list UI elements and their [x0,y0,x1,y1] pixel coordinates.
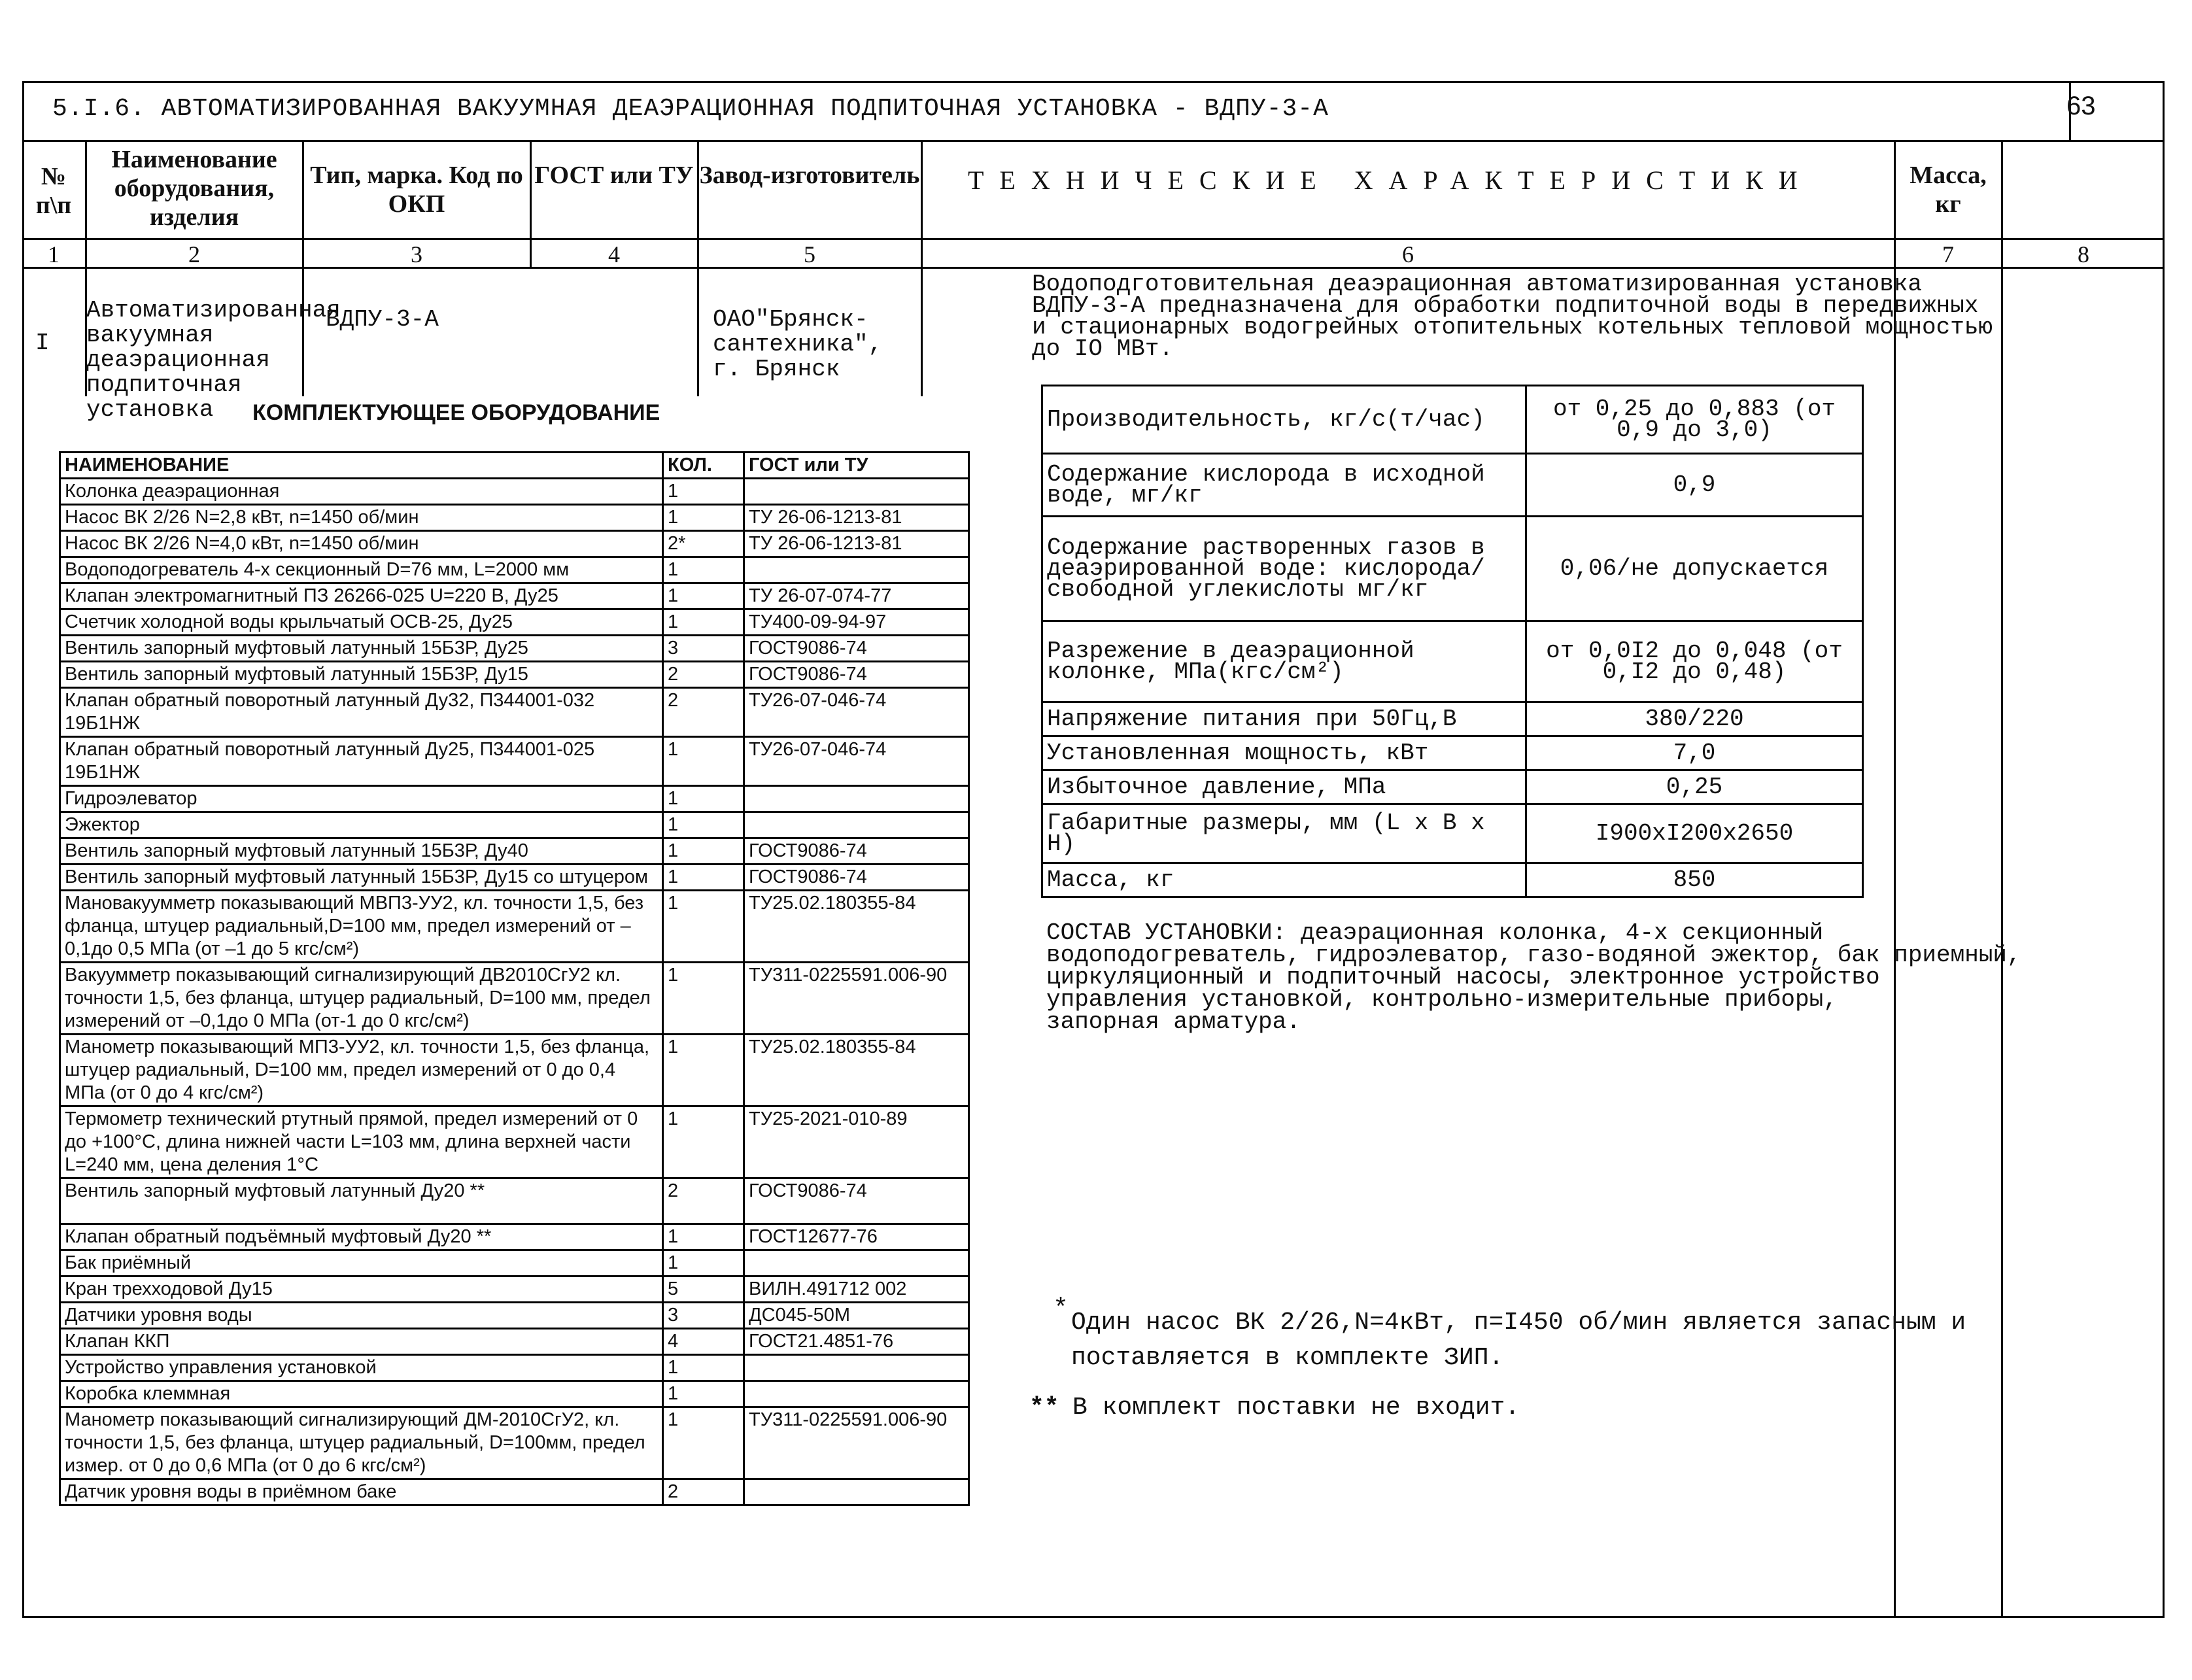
col-divider-6 [1894,140,1896,1618]
param-name: Содержание растворенных газов в деаэрированной воде: кислорода/свободной углекислоты мг/кг [1042,517,1526,621]
item-gost: ТУ311-0225591.006-90 [744,1407,969,1479]
table-row [60,1250,969,1277]
item-qty: 2 [663,662,744,688]
footnote-1: Один насос ВК 2/26,N=4кВт, п=I450 об/мин является запасным и поставляется в комплекте ЗИП. [1071,1309,1966,1372]
col-number-6: 6 [1402,241,1414,267]
item-qty: 1 [663,812,744,838]
param-row [1042,454,1863,517]
col-header-number: № п\п [35,163,72,219]
col-divider-7 [2001,140,2003,1618]
item-name: Устройство управления установкой [60,1355,663,1381]
item-name: Вентиль запорный муфтовый латунный 15Б3Р, Ду25 [60,636,663,662]
item-gost: ГОСТ9086-74 [744,662,969,688]
title-divider [22,140,2165,142]
param-row [1042,386,1863,454]
parameters-table [1041,385,1864,898]
item-qty: 2 [663,688,744,737]
item-qty: 1 [663,583,744,609]
col-number-1: 1 [48,241,60,267]
table-row [60,1277,969,1303]
equipment-body [60,479,969,1505]
col-divider-5 [921,140,923,396]
col-number-3: 3 [411,241,422,267]
equipment-header-gost: ГОСТ или ТУ [744,453,969,479]
item-qty: 1 [663,1106,744,1178]
tech-intro-text: Водоподготовительная деаэрационная автоматизированная установка ВДПУ-3-А предназначена для обработки подпиточной воды в передвижных и стационарных водогрейных отопительных котельных тепловой мощностью до IO МВт. [1032,271,1993,362]
table-row [60,1178,969,1224]
item-name: Коробка клеммная [60,1381,663,1407]
item-gost: ТУ25.02.180355-84 [744,891,969,963]
header-divider [22,238,2165,240]
equipment-title: КОМПЛЕКТУЮЩЕЕ ОБОРУДОВАНИЕ [252,400,660,425]
footnote-mark-2: ** [1029,1394,1059,1422]
param-row [1042,702,1863,736]
table-row [60,1224,969,1250]
table-row [60,786,969,812]
item-name: Гидроэлеватор [60,786,663,812]
table-row [60,583,969,609]
item-qty: 3 [663,636,744,662]
col-number-5: 5 [804,241,815,267]
item-name: Насос ВК 2/26 N=4,0 кВт, n=1450 об/мин [60,531,663,557]
item-name: Вентиль запорный муфтовый латунный Ду20 ** [60,1178,663,1224]
footnote-2: В комплект поставки не входит. [1072,1394,1520,1422]
equipment-header-name: НАИМЕНОВАНИЕ [60,453,663,479]
param-value: от 0,0I2 до 0,048 (от 0,I2 до 0,48) [1526,621,1863,702]
item-qty: 1 [663,609,744,636]
item-gost [744,1479,969,1505]
item-qty: 1 [663,838,744,865]
item-gost: ТУ311-0225591.006-90 [744,963,969,1035]
item-name: Манометр показывающий МП3-УУ2, кл. точности 1,5, без фланца, штуцер радиальный, D=100 мм, предел измерений от 0 до 0,4 МПа (от 0 до 4 кгс/см²) [60,1035,663,1106]
item-gost: ГОСТ21.4851-76 [744,1329,969,1355]
item-qty: 1 [663,963,744,1035]
table-row [60,812,969,838]
item-name: Вентиль запорный муфтовый латунный 15Б3Р, Ду40 [60,838,663,865]
item-name: Датчики уровня воды [60,1303,663,1329]
table-row [60,1106,969,1178]
param-name: Разрежение в деаэрационной колонке, МПа(кгс/см²) [1042,621,1526,702]
item-qty: 5 [663,1277,744,1303]
table-row [60,609,969,636]
param-value: 7,0 [1526,736,1863,770]
col-header-tech: ТЕХНИЧЕСКИЕ ХАРАКТЕРИСТИКИ [968,165,1813,195]
table-row [60,479,969,505]
param-value: от 0,25 до 0,883 (от 0,9 до 3,0) [1526,386,1863,454]
param-row [1042,770,1863,804]
item-name: Счетчик холодной воды крыльчатый ОСВ-25, Ду25 [60,609,663,636]
item-name: Колонка деаэрационная [60,479,663,505]
table-row [60,1479,969,1505]
item-qty: 1 [663,1035,744,1106]
item-gost: ТУ 26-07-074-77 [744,583,969,609]
table-row [60,688,969,737]
item-name: Мановакуумметр показывающий МВП3-УУ2, кл. точности 1,5, без фланца, штуцер радиальный,D=100 мм, предел измерений от –0,1до 0,5 МПа (от –1 до 5 кгс/см²) [60,891,663,963]
composition-text: СОСТАВ УСТАНОВКИ: деаэрационная колонка, 4-х секционный водоподогреватель, гидроэлеватор, газо-водяной эжектор, бак приемный, циркуляционный и подпиточный насосы, электронное устройство управления установкой, контрольно-измерительные приборы, запорная арматура. [1046,919,2021,1035]
param-value: 850 [1526,863,1863,897]
item-gost [744,786,969,812]
page-number: 63 [2066,92,2096,120]
item-qty: 4 [663,1329,744,1355]
item-name: Эжектор [60,812,663,838]
item-gost: ТУ400-09-94-97 [744,609,969,636]
col-number-2: 2 [188,241,200,267]
item-gost: ГОСТ9086-74 [744,865,969,891]
param-name: Габаритные размеры, мм (L x B x H) [1042,804,1526,863]
table-row [60,1035,969,1106]
footnote-mark-1: * [1053,1295,1069,1324]
item-qty: 1 [663,1250,744,1277]
item-gost: ТУ 26-06-1213-81 [744,531,969,557]
param-row [1042,804,1863,863]
item-qty: 3 [663,1303,744,1329]
col-header-mass: Масса, кг [1909,162,1987,218]
param-name: Содержание кислорода в исходной воде, мг/кг [1042,454,1526,517]
row-number: I [35,330,50,356]
row-type: ВДПУ-3-А [326,306,439,333]
col-header-type: Тип, марка. Код по ОКП [310,162,523,218]
item-gost: ВИЛН.491712 002 [744,1277,969,1303]
item-qty: 1 [663,1355,744,1381]
item-gost [744,812,969,838]
param-value: 380/220 [1526,702,1863,736]
table-row [60,531,969,557]
table-row [60,737,969,786]
param-row [1042,517,1863,621]
param-row [1042,621,1863,702]
param-name: Установленная мощность, кВт [1042,736,1526,770]
item-gost: ТУ26-07-046-74 [744,737,969,786]
param-value: 0,06/не допускается [1526,517,1863,621]
param-value: 0,9 [1526,454,1863,517]
item-qty: 2 [663,1178,744,1224]
item-gost [744,1381,969,1407]
item-name: Манометр показывающий сигнализирующий ДМ-2010СгУ2, кл. точности 1,5, без фланца, штуцер радиальный, D=100мм, предел измер. от 0 до 0,6 МПа (от 0 до 6 кгс/см²) [60,1407,663,1479]
table-row [60,891,969,963]
param-name: Напряжение питания при 50Гц,В [1042,702,1526,736]
item-name: Насос ВК 2/26 N=2,8 кВт, n=1450 об/мин [60,505,663,531]
item-qty: 1 [663,557,744,583]
item-gost [744,479,969,505]
item-name: Вакуумметр показывающий сигнализирующий ДВ2010СгУ2 кл. точности 1,5, без фланца, штуцер радиальный, D=100 мм, предел измерений от –0,1до 0 МПа (от-1 до 0 кгс/см²) [60,963,663,1035]
item-name: Термометр технический ртутный прямой, предел измерений от 0 до +100°С, длина нижней части L=103 мм, длина верхней части L=240 мм, цена деления 1°С [60,1106,663,1178]
table-row [60,662,969,688]
item-gost: ГОСТ9086-74 [744,838,969,865]
item-gost: ТУ25-2021-010-89 [744,1106,969,1178]
item-gost [744,1250,969,1277]
param-name: Масса, кг [1042,863,1526,897]
col-number-8: 8 [2078,241,2089,267]
item-qty: 1 [663,479,744,505]
item-gost [744,1355,969,1381]
item-gost [744,557,969,583]
item-qty: 2* [663,531,744,557]
param-name: Избыточное давление, МПа [1042,770,1526,804]
item-name: Водоподогреватель 4-х секционный D=76 мм, L=2000 мм [60,557,663,583]
table-row [60,865,969,891]
col-header-maker: Завод-изготовитель [699,162,920,189]
table-row [60,1355,969,1381]
item-name: Клапан обратный подъёмный муфтовый Ду20 ** [60,1224,663,1250]
table-row [60,1303,969,1329]
item-gost: ТУ26-07-046-74 [744,688,969,737]
table-row [60,505,969,531]
item-qty: 1 [663,737,744,786]
param-value: 0,25 [1526,770,1863,804]
param-name: Производительность, кг/с(т/час) [1042,386,1526,454]
item-name: Бак приёмный [60,1250,663,1277]
row-maker: ОАО"Брянск-сантехника", г. Брянск [713,306,883,383]
table-row [60,1381,969,1407]
item-qty: 2 [663,1479,744,1505]
item-gost: ДС045-50М [744,1303,969,1329]
item-name: Вентиль запорный муфтовый латунный 15Б3Р, Ду15 со штуцером [60,865,663,891]
param-value: I900xI200x2650 [1526,804,1863,863]
row-name: Автоматизированная вакуумная деаэрационная подпиточная установка [86,297,341,423]
param-row [1042,736,1863,770]
item-name: Датчик уровня воды в приёмном баке [60,1479,663,1505]
table-row [60,636,969,662]
item-qty: 1 [663,891,744,963]
item-qty: 1 [663,786,744,812]
item-name: Вентиль запорный муфтовый латунный 15Б3Р, Ду15 [60,662,663,688]
item-qty: 1 [663,1224,744,1250]
col-number-4: 4 [608,241,620,267]
item-qty: 1 [663,1381,744,1407]
equipment-header-row [60,453,969,479]
item-qty: 1 [663,505,744,531]
item-gost: ТУ 26-06-1213-81 [744,505,969,531]
item-qty: 1 [663,1407,744,1479]
param-row [1042,863,1863,897]
item-gost: ГОСТ9086-74 [744,636,969,662]
item-gost: ГОСТ9086-74 [744,1178,969,1224]
table-row [60,557,969,583]
table-row [60,963,969,1035]
item-gost: ГОСТ12677-76 [744,1224,969,1250]
item-name: Кран трехходовой Ду15 [60,1277,663,1303]
table-row [60,1407,969,1479]
item-name: Клапан электромагнитный ПЗ 26266-025 U=220 В, Ду25 [60,583,663,609]
col-header-name: Наименование оборудования, изделия [111,146,277,231]
item-name: Клапан ККП [60,1329,663,1355]
col-header-gost: ГОСТ или ТУ [534,162,694,189]
item-name: Клапан обратный поворотный латунный Ду32, П344001-032 19Б1НЖ [60,688,663,737]
document-title: 5.I.6. АВТОМАТИЗИРОВАННАЯ ВАКУУМНАЯ ДЕАЭРАЦИОННАЯ ПОДПИТОЧНАЯ УСТАНОВКА - ВДПУ-3-А [52,95,1329,123]
item-gost: ТУ25.02.180355-84 [744,1035,969,1106]
item-name: Клапан обратный поворотный латунный Ду25, П344001-025 19Б1НЖ [60,737,663,786]
col-number-7: 7 [1942,241,1954,267]
table-row [60,838,969,865]
item-qty: 1 [663,865,744,891]
equipment-table [59,451,970,1506]
equipment-header-qty: КОЛ. [663,453,744,479]
table-row [60,1329,969,1355]
